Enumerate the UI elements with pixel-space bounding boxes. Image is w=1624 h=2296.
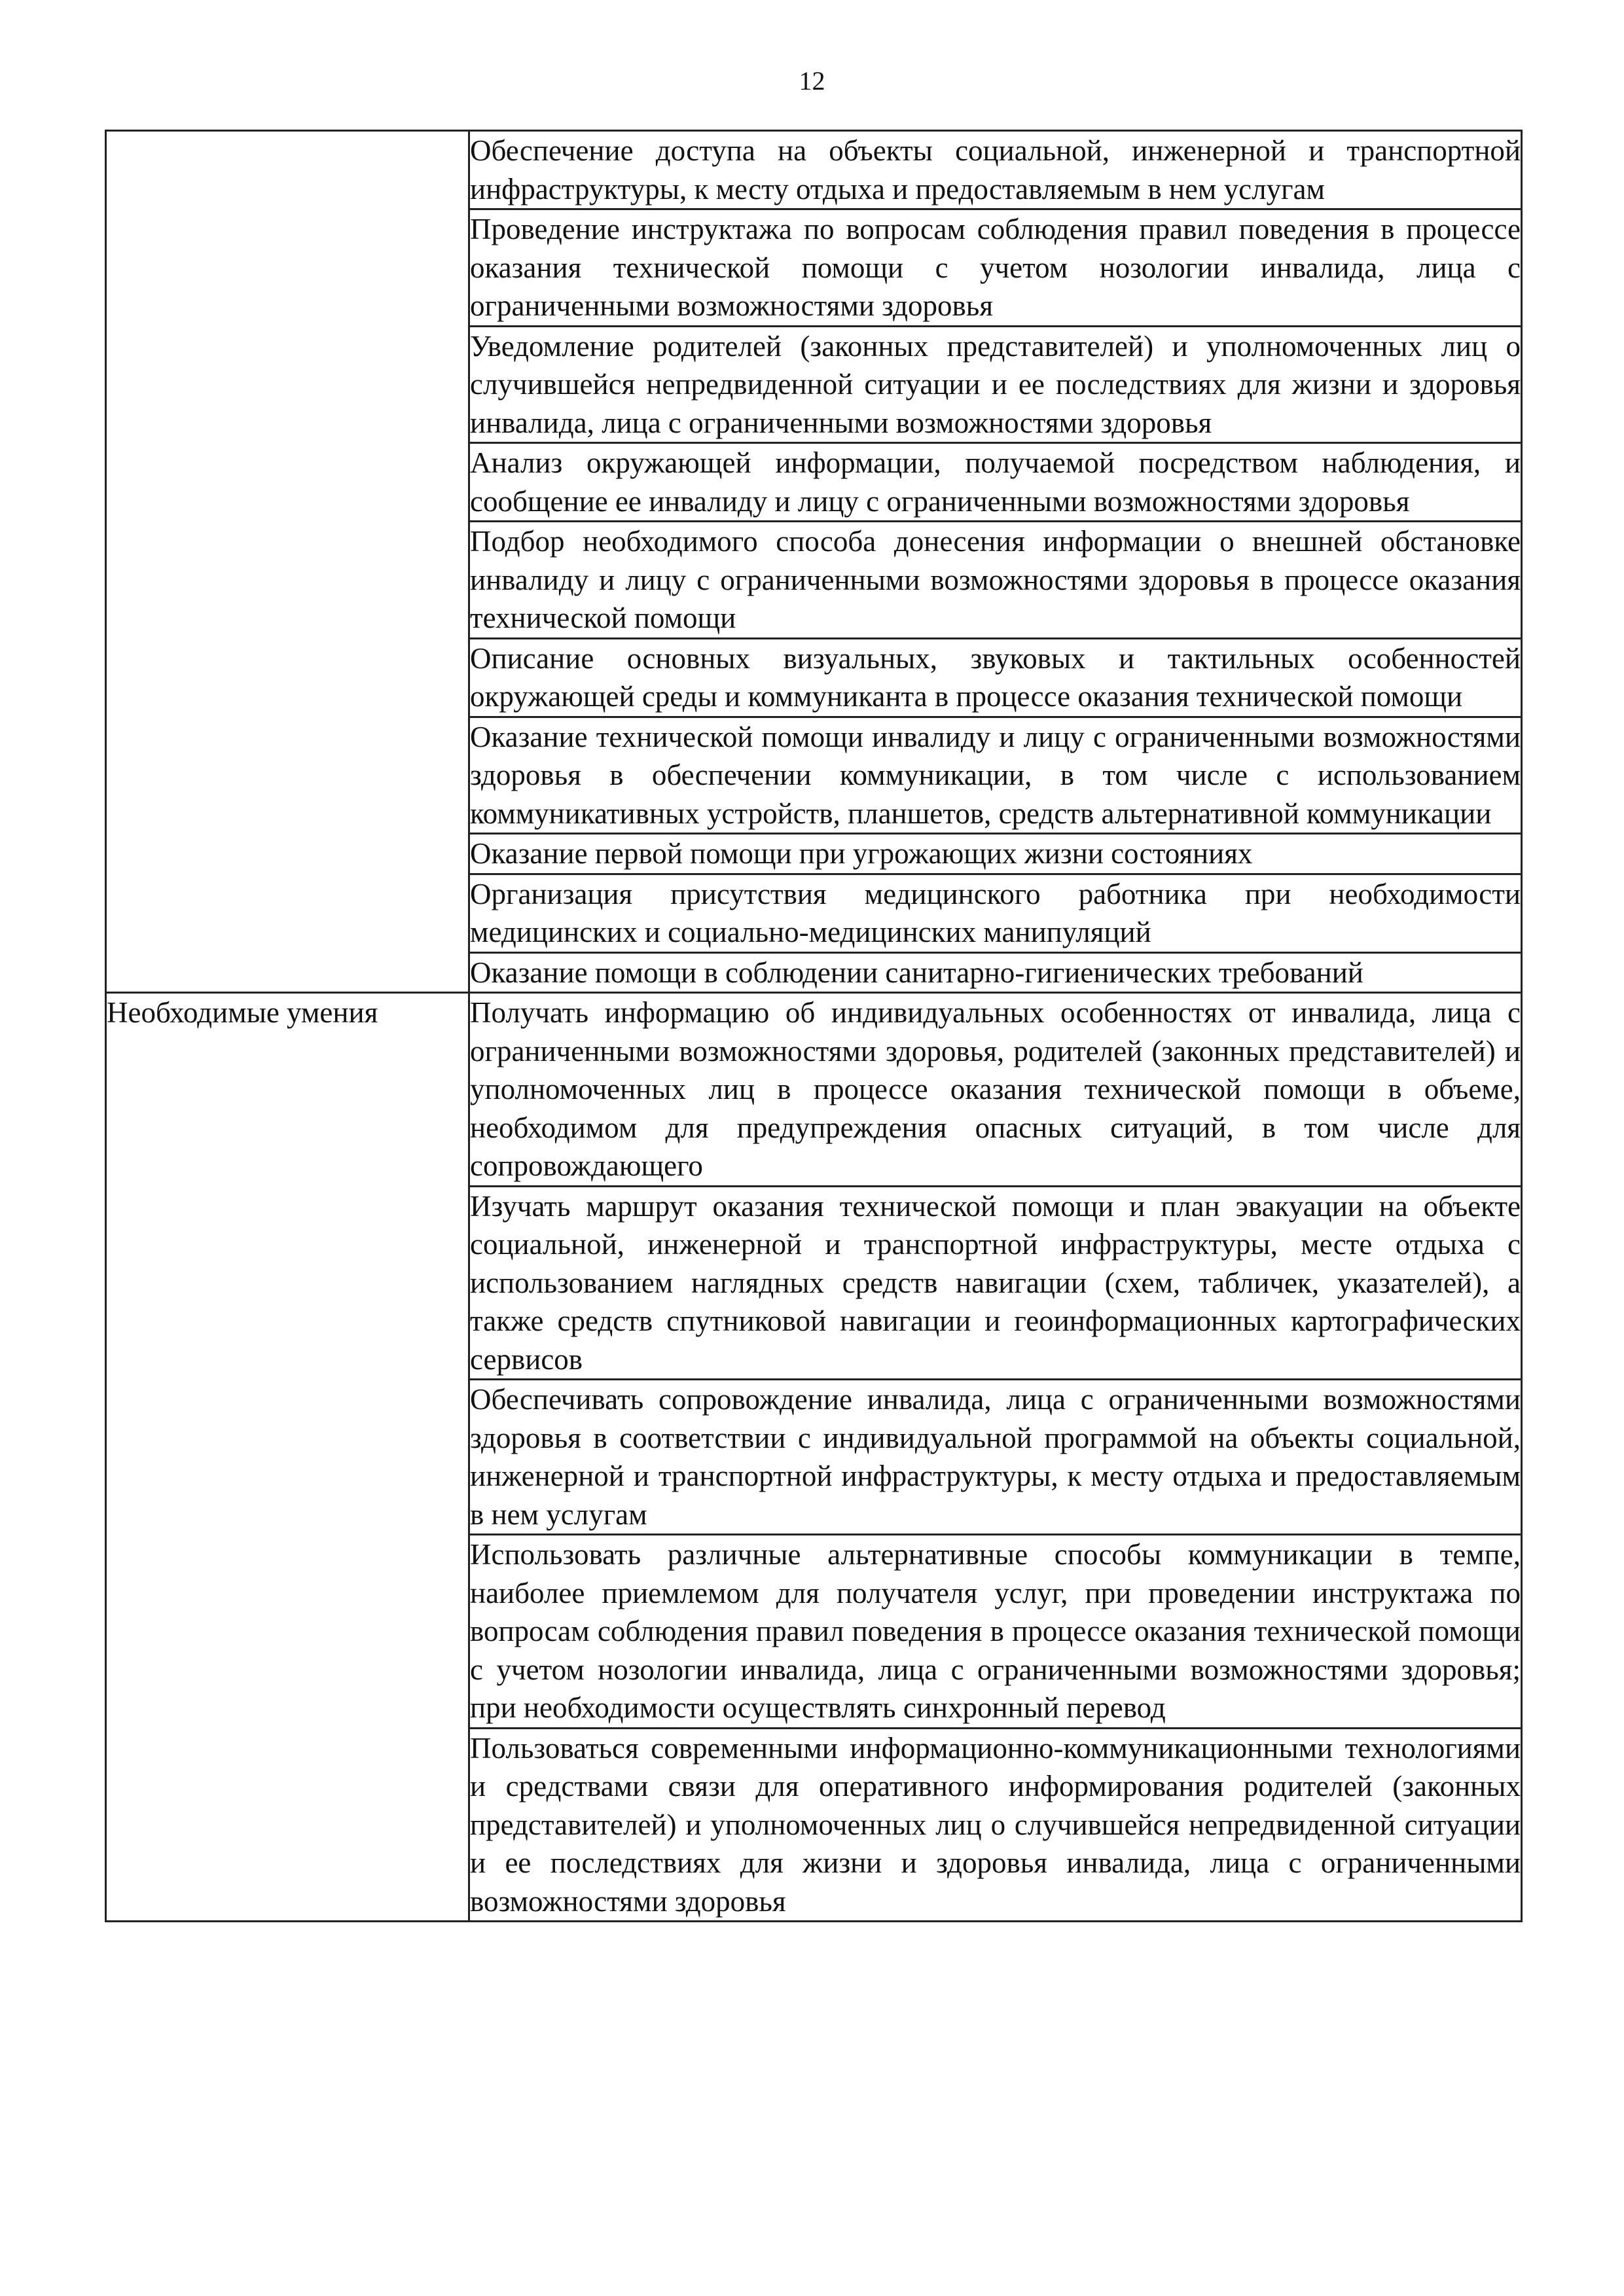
table-cell: Анализ окружающей информации, получаемой посредством наблюдения, и сообщение ее инвалиду и лицу с ограниченными возможностями здоровья — [469, 443, 1522, 522]
row-label-empty — [106, 131, 469, 993]
table-cell: Проведение инструктажа по вопросам соблюдения правил поведения в процессе оказания технической помощи с учетом нозологии инвалида, лица с ограниченными возможностями здоровья — [469, 209, 1522, 327]
table-cell: Обеспечение доступа на объекты социальной, инженерной и транспортной инфраструктуры, к месту отдыха и предоставляемым в нем услугам — [469, 131, 1522, 209]
table-cell: Оказание первой помощи при угрожающих жизни состояниях — [469, 834, 1522, 874]
table-cell: Организация присутствия медицинского работника при необходимости медицинских и социально-медицинских манипуляций — [469, 874, 1522, 952]
table-cell: Подбор необходимого способа донесения информации о внешней обстановке инвалиду и лицу с ограниченными возможностями здоровья в процессе оказания технической помощи — [469, 522, 1522, 639]
skills-label: Необходимые умения — [106, 993, 469, 1922]
page-number: 12 — [799, 66, 825, 96]
table-cell: Обеспечивать сопровождение инвалида, лица с ограниченными возможностями здоровья в соответствии с индивидуальной программой на объекты социальной, инженерной и транспортной инфраструктуры, к месту отдыха и предоставляемым в нем услугам — [469, 1380, 1522, 1535]
table-cell: Пользоваться современными информационно-коммуникационными технологиями и средствами связи для оперативного информирования родителей (законных представителей) и уполномоченных лиц о случившейся непредвиденной ситуации и ее последствиях для жизни и здоровья инвалида, лица с ограниченными возможностями здоровья — [469, 1728, 1522, 1922]
table-cell: Оказание помощи в соблюдении санитарно-гигиенических требований — [469, 952, 1522, 993]
table-cell: Получать информацию об индивидуальных особенностях от инвалида, лица с ограниченными возможностями здоровья, родителей (законных представителей) и уполномоченных лиц в процессе оказания технической помощи в объеме, необходимом для предупреждения опасных ситуаций, в том числе для сопровождающего — [469, 993, 1522, 1187]
table-cell: Изучать маршрут оказания технической помощи и план эвакуации на объекте социальной, инженерной и транспортной инфраструктуры, месте отдыха с использованием наглядных средств навигации (схем, табличек, указателей), а также средств спутниковой навигации и геоинформационных картографических сервисов — [469, 1186, 1522, 1380]
competency-table — [105, 130, 1523, 1922]
table-cell: Оказание технической помощи инвалиду и лицу с ограниченными возможностями здоровья в обеспечении коммуникации, в том числе с использованием коммуникативных устройств, планшетов, средств альтернативной коммуникации — [469, 717, 1522, 834]
table-row — [106, 993, 1522, 1187]
table-cell: Уведомление родителей (законных представителей) и уполномоченных лиц о случившейся непредвиденной ситуации и ее последствиях для жизни и здоровья инвалида, лица с ограниченными возможностями здоровья — [469, 326, 1522, 443]
table-row — [106, 131, 1522, 209]
table-cell: Использовать различные альтернативные способы коммуникации в темпе, наиболее приемлемом для получателя услуг, при проведении инструктажа по вопросам соблюдения правил поведения в процессе оказания технической помощи с учетом нозологии инвалида, лица с ограниченными возможностями здоровья; при необходимости осуществлять синхронный перевод — [469, 1535, 1522, 1729]
table-cell: Описание основных визуальных, звуковых и тактильных особенностей окружающей среды и коммуниканта в процессе оказания технической помощи — [469, 638, 1522, 717]
